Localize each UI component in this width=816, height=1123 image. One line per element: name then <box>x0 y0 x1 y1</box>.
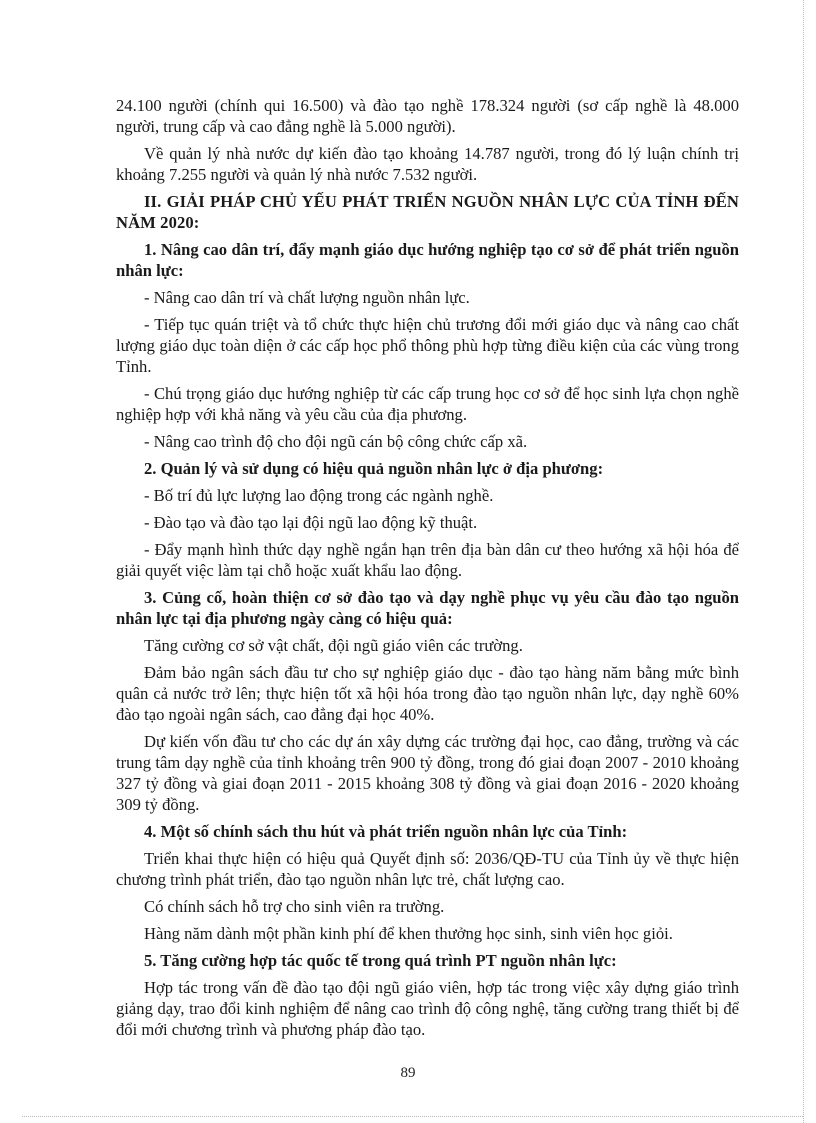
paragraph-state-management: Về quản lý nhà nước dự kiến đào tạo khoảng 14.787 người, trong đó lý luận chính trị khoảng 7.255 người và quản lý nhà nước 7.532 người. <box>116 144 739 184</box>
bullet-2-1: - Bố trí đủ lực lượng lao động trong các ngành nghề. <box>144 486 494 505</box>
page-number: 89 <box>400 1065 416 1081</box>
bullet-2-3: - Đẩy mạnh hình thức dạy nghề ngắn hạn trên địa bàn dân cư theo hướng xã hội hóa để giải quyết việc làm tại chỗ hoặc xuất khẩu lao động. <box>116 540 739 580</box>
section-heading-ii: II. GIẢI PHÁP CHỦ YẾU PHÁT TRIỂN NGUỒN NHÂN LỰC CỦA TỈNH ĐẾN NĂM 2020: <box>116 192 739 232</box>
paragraph-3-3: Dự kiến vốn đầu tư cho các dự án xây dựng các trường đại học, cao đẳng, trường và các trung tâm dạy nghề của tỉnh khoảng trên 900 tỷ đồng, trong đó giai đoạn 2007 - 2010 khoảng 327 tỷ đồng và giai đoạn 2011 - 2015 khoảng 308 tỷ đồng và giai đoạn 2016 - 2020 khoảng 309 tỷ đồng. <box>116 732 739 814</box>
bullet-1-3: - Chú trọng giáo dục hướng nghiệp từ các cấp trung học cơ sở để học sinh lựa chọn nghề nghiệp hợp với khả năng và yêu cầu của địa phương. <box>116 384 739 424</box>
paragraph-4-3: Hàng năm dành một phần kinh phí để khen thưởng học sinh, sinh viên học giỏi. <box>144 924 673 943</box>
subheading-3: 3. Củng cố, hoàn thiện cơ sở đào tạo và dạy nghề phục vụ yêu cầu đào tạo nguồn nhân lực tại địa phương ngày càng có hiệu quả: <box>116 588 739 628</box>
body-text <box>116 95 739 1046</box>
subheading-5: 5. Tăng cường hợp tác quốc tế trong quá trình PT nguồn nhân lực: <box>144 951 617 970</box>
bullet-1-4: - Nâng cao trình độ cho đội ngũ cán bộ công chức cấp xã. <box>144 432 528 451</box>
page-edge-horizontal-guide <box>22 1116 803 1117</box>
paragraph-3-1: Tăng cường cơ sở vật chất, đội ngũ giáo viên các trường. <box>144 636 523 655</box>
page-edge-vertical-guide <box>803 0 804 1123</box>
paragraph-3-2: Đảm bảo ngân sách đầu tư cho sự nghiệp giáo dục - đào tạo hàng năm bằng mức bình quân cả nước trở lên; thực hiện tốt xã hội hóa trong đào tạo nguồn nhân lực, dạy nghề 60% đào tạo ngoài ngân sách, cao đẳng đại học 40%. <box>116 663 739 724</box>
subheading-1: 1. Nâng cao dân trí, đẩy mạnh giáo dục hướng nghiệp tạo cơ sở để phát triển nguồn nhân lực: <box>116 240 739 280</box>
paragraph-4-1: Triển khai thực hiện có hiệu quả Quyết định số: 2036/QĐ-TU của Tỉnh ủy về thực hiện chương trình phát triển, đào tạo nguồn nhân lực trẻ, chất lượng cao. <box>116 849 739 889</box>
subheading-2: 2. Quản lý và sử dụng có hiệu quả nguồn nhân lực ở địa phương: <box>144 459 604 478</box>
bullet-2-2: - Đào tạo và đào tạo lại đội ngũ lao động kỹ thuật. <box>144 513 478 532</box>
paragraph-5-1: Hợp tác trong vấn đề đào tạo đội ngũ giáo viên, hợp tác trong việc xây dựng giáo trình giảng dạy, trao đổi kinh nghiệm để nâng cao trình độ công nghệ, tăng cường trang thiết bị để đổi mới chương trình và phương pháp đào tạo. <box>116 978 739 1039</box>
paragraph-continued-stats: 24.100 người (chính qui 16.500) và đào tạo nghề 178.324 người (sơ cấp nghề là 48.000 người, trung cấp và cao đẳng nghề là 5.000 người). <box>116 96 739 136</box>
bullet-1-1: - Nâng cao dân trí và chất lượng nguồn nhân lực. <box>144 288 470 307</box>
bullet-1-2: - Tiếp tục quán triệt và tổ chức thực hiện chủ trương đổi mới giáo dục và nâng cao chất lượng giáo dục toàn diện ở các cấp học phổ thông phù hợp từng điều kiện của các vùng trong Tỉnh. <box>116 315 739 376</box>
subheading-4: 4. Một số chính sách thu hút và phát triển nguồn nhân lực của Tỉnh: <box>144 822 628 841</box>
paragraph-4-2: Có chính sách hỗ trợ cho sinh viên ra trường. <box>144 897 445 916</box>
